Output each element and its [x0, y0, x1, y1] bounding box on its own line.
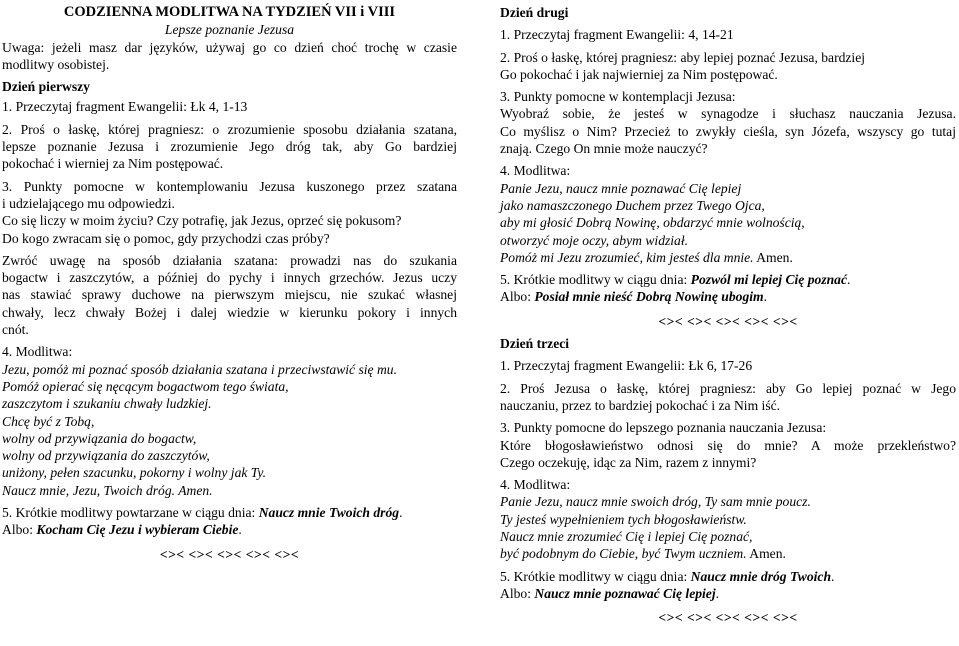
day1-item-1: 1. Przeczytaj fragment Ewangelii: Łk 4, 1-13 [2, 99, 248, 115]
day1-prayer-line: wolny od przywiązania do bogactw, [2, 430, 197, 446]
day1-item-2-line: lepsze poznanie Jezusa i zrozumienie Jego dróg tak, aby Go bardziej [2, 139, 457, 155]
fish-separator: <>< <>< <>< <>< <>< [658, 610, 798, 626]
day3-item-2-line: 2. Proś Jezusa o łaskę, której pragniesz: aby Go lepiej poznać w Jego [500, 380, 956, 396]
day1-paragraph [2, 252, 457, 338]
day2-item-3-line: 3. Punkty pomocne w kontemplacji Jezusa: [500, 89, 736, 105]
fish-separator: <>< <>< <>< <>< <>< [658, 313, 798, 329]
day1-item-5-text: 5. Krótkie modlitwy powtarzane w ciągu dnia: [2, 505, 259, 521]
day1-albo-text: Albo: [2, 522, 37, 538]
day1-prayer-line: Chcę być z Tobą, [2, 413, 95, 429]
day3-albo [500, 585, 956, 602]
day1-item-3-line: Do kogo zwracam się o pomoc, gdy przychodzi czas próby? [2, 230, 330, 246]
day3-prayer-line: Naucz mnie zrozumieć Cię i lepiej Cię poznać, [500, 529, 753, 545]
day1-short-prayer-2: Kocham Cię Jezu i wybieram Ciebie [36, 522, 239, 538]
day2-heading: Dzień drugi [500, 5, 569, 20]
day1-item-3-line: i udzielającego mu odpowiedzi. [2, 195, 175, 211]
day2-albo [500, 288, 956, 305]
day1-prayer-line: uniżony, pełen szacunku, pokorny i wolny jak Ty. [2, 465, 267, 481]
day2-prayer-line: jako namaszczonego Duchem przez Twego Ojca, [500, 197, 765, 213]
day2-item-2-line: 2. Proś o łaskę, której pragniesz: aby lepiej poznać Jezusa, bardziej [500, 49, 866, 65]
day3-item-5 [500, 568, 956, 585]
day3-prayer-amen: Amen. [746, 546, 786, 562]
day3-short-prayer-1: Naucz mnie dróg Twoich [690, 568, 832, 584]
day1-paragraph-line: Zwróć uwagę na sposób działania szatana: prowadzi nas do szukania [2, 252, 457, 268]
day2-item-1: 1. Przeczytaj fragment Ewangelii: 4, 14-21 [500, 27, 734, 43]
day2-item-3-line: Co myślisz o Nim? Przecież to zwykły cieśla, syn Józefa, wszyscy go tutaj [500, 123, 956, 139]
day1-item-3-line: 3. Punkty pomocne w kontemplowaniu Jezusa kuszonego przez szatana [2, 178, 457, 194]
day1-albo-end: . [238, 522, 242, 538]
warning-line-1: Uwaga: jeżeli masz dar języków, używaj go co dzień choć trochę w czasie [2, 39, 457, 55]
day2-short-prayer-1: Pozwól mi lepiej Cię poznać [690, 272, 847, 288]
day2-albo-end: . [763, 289, 768, 305]
day2-item-2-line: Go pokochać i jak najwierniej za Nim postępować. [500, 66, 778, 82]
day1-albo [2, 521, 457, 538]
document-subtitle: Lepsze poznanie Jezusa [164, 22, 295, 38]
day2-short-prayer-2: Posiał mnie nieść Dobrą Nowinę ubogim [534, 289, 764, 305]
day1-paragraph-line: nas stawiać sprawy duchowe na pierwszym miejscu, nie szukać własnej [2, 287, 457, 303]
day3-prayer-line: Panie Jezu, naucz mnie swoich dróg, Ty sam mnie poucz. [500, 494, 811, 510]
day3-item-3-line: 3. Punkty pomocne do lepszego poznania nauczania Jezusa: [500, 420, 827, 436]
day2-item-4-label: 4. Modlitwa: [500, 163, 571, 179]
day3-prayer-last: być podobnym do Ciebie, być Twym uczniem. [500, 546, 747, 562]
day2-prayer-last: Pomóż mi Jezu zrozumieć, kim jesteś dla mnie. [500, 249, 754, 265]
day1-item-2-line: pokochać i wierniej za Nim postępować. [2, 156, 224, 172]
day1-item-5-end: . [399, 505, 403, 521]
day2-item-2 [500, 49, 956, 84]
day1-prayer-line: wolny od przywiązania do zaszczytów, [2, 448, 210, 464]
day3-item-3-line: Które błogosławieństwo odnosi się do mnie? A może przekleństwo? [500, 437, 956, 453]
day3-prayer [500, 493, 956, 562]
day1-paragraph-line: chwały, lecz chwały Bożej i dalej wiedzie w kierunku pokory i innych [2, 304, 457, 320]
day2-prayer [500, 180, 956, 266]
day3-item-1: 1. Przeczytaj fragment Ewangelii: Łk 6, 17-26 [500, 358, 753, 374]
day3-item-5-end: . [831, 568, 835, 584]
right-column [500, 4, 956, 627]
day3-heading: Dzień trzeci [500, 336, 570, 352]
day2-albo-text: Albo: [500, 289, 535, 305]
document-title: CODZIENNA MODLITWA NA TYDZIEŃ VII i VIII [63, 4, 396, 20]
day1-item-2 [2, 121, 457, 173]
fish-separator: <>< <>< <>< <>< <>< [159, 546, 300, 562]
day1-item-3 [2, 178, 457, 247]
day1-paragraph-line: cnót. [2, 322, 29, 338]
day1-prayer-line: Jezu, pomóż mi poznać sposób działania szatana i przeciwstawić się mu. [2, 361, 397, 377]
day3-item-3 [500, 419, 956, 471]
day3-item-2 [500, 380, 956, 415]
day3-item-4-label: 4. Modlitwa: [500, 477, 571, 493]
day3-prayer-line [500, 545, 956, 562]
day1-paragraph-line: bogactw i zaszczytów, a później do pychy i innych grzechów. Jezus uczy [2, 270, 457, 286]
day1-prayer-line: Naucz mnie, Jezu, Twoich dróg. Amen. [2, 482, 213, 498]
day2-prayer-line: Panie Jezu, naucz mnie poznawać Cię lepiej [500, 180, 742, 196]
day3-prayer-line: Ty jesteś wypełnieniem tych błogosławieństw. [500, 511, 747, 527]
day2-item-5-text: 5. Krótkie modlitwy w ciągu dnia: [500, 272, 691, 288]
left-column [2, 4, 457, 563]
day1-item-3-line: Co się liczy w moim życiu? Czy potrafię, jak Jezus, oprzeć się pokusom? [2, 213, 402, 229]
day1-item-2-line: 2. Proś o łaskę, której pragniesz: o zrozumienie sposobu działania szatana, [2, 121, 457, 137]
day1-prayer-line: zaszczytom i szukaniu chwały ludzkiej. [2, 396, 212, 412]
day1-heading: Dzień pierwszy [2, 79, 90, 95]
day1-prayer-line: Pomóż opierać się nęcącym bogactwom tego świata, [2, 378, 289, 394]
day1-short-prayer-1: Naucz mnie Twoich dróg [258, 505, 400, 521]
day3-item-3-line: Czego oczekuję, idąc za Nim, razem z innymi? [500, 454, 757, 470]
day2-item-5-end: . [847, 272, 851, 288]
day2-item-5 [500, 271, 956, 288]
day3-item-5-text: 5. Krótkie modlitwy w ciągu dnia: [500, 568, 691, 584]
day2-item-3-line: znają. Czego On mnie może nauczyć? [500, 141, 708, 157]
day2-item-3-line: Wyobraź sobie, że jesteś w synagodze i słuchasz nauczania Jezusa. [500, 106, 956, 122]
warning-line-2: modlitwy osobistej. [2, 56, 110, 72]
day1-prayer [2, 361, 457, 499]
day3-short-prayer-2: Naucz mnie poznawać Cię lepiej [534, 585, 716, 601]
day3-item-2-line: nauczaniu, przez to bardziej pokochać i za Nim iść. [500, 397, 781, 413]
day1-item-5 [2, 504, 457, 521]
day2-item-3 [500, 88, 956, 157]
day3-albo-end: . [715, 585, 720, 601]
day1-item-4-label: 4. Modlitwa: [2, 344, 73, 360]
day2-prayer-line: otworzyć moje oczy, abym widział. [500, 232, 689, 248]
day3-albo-text: Albo: [500, 585, 535, 601]
day2-prayer-line [500, 249, 956, 266]
day2-prayer-line: aby mi głosić Dobrą Nowinę, obdarzyć mnie wolnością, [500, 215, 805, 231]
day2-prayer-amen: Amen. [753, 249, 793, 265]
